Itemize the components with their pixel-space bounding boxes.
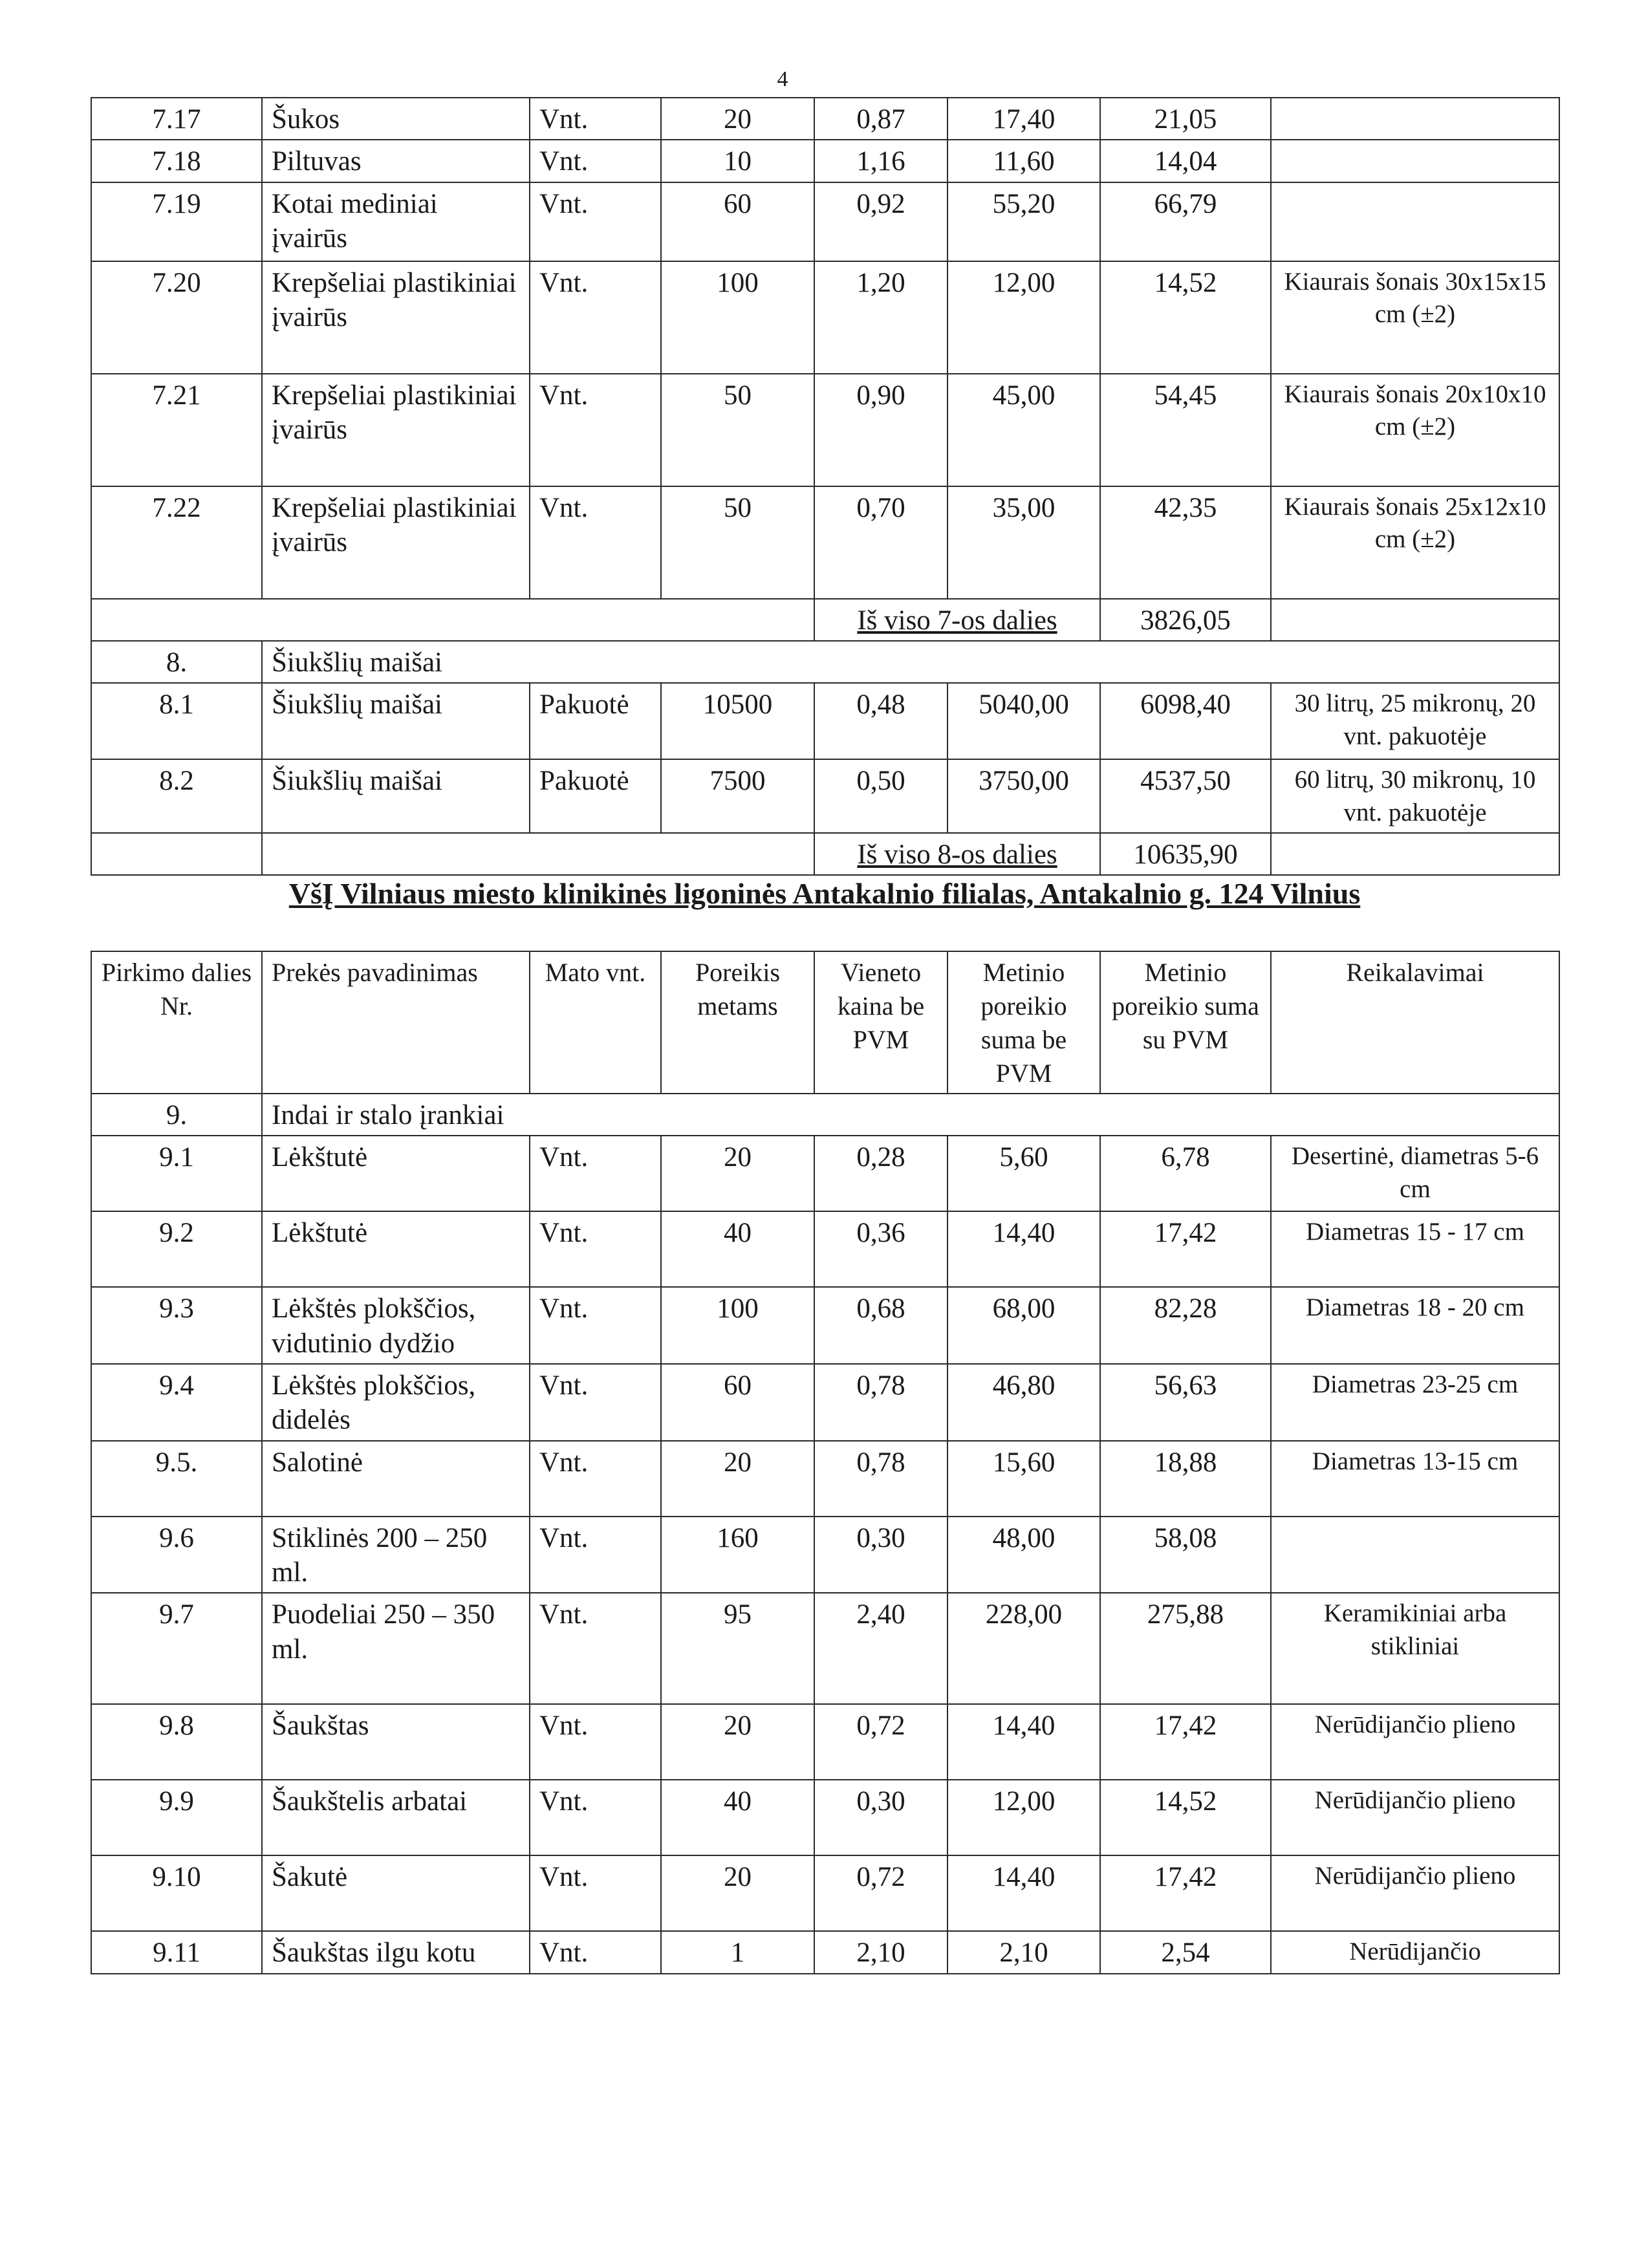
quantity: 20 — [661, 1136, 814, 1211]
unit: Vnt. — [530, 1211, 661, 1287]
item-name: Krepšeliai plastikiniai įvairūs — [262, 486, 530, 599]
quantity: 10500 — [661, 683, 814, 759]
subtotal-row — [91, 599, 1559, 641]
item-name: Šiukšlių maišai — [262, 759, 530, 832]
row-nr: 7.18 — [91, 140, 262, 182]
item-name: Piltuvas — [262, 140, 530, 182]
unit-price: 0,87 — [814, 98, 947, 140]
unit: Vnt. — [530, 140, 661, 182]
unit: Vnt. — [530, 1855, 661, 1931]
requirements: Keramikiniai arba stikliniai — [1271, 1593, 1559, 1704]
sum-without-vat: 14,40 — [947, 1855, 1100, 1931]
header-requirements: Reikalavimai — [1271, 951, 1559, 1094]
table-row — [91, 1211, 1559, 1287]
unit: Vnt. — [530, 1517, 661, 1593]
section-nr: 8. — [91, 641, 262, 683]
row-nr: 9.6 — [91, 1517, 262, 1593]
requirements: Diametras 13-15 cm — [1271, 1441, 1559, 1517]
table-row — [91, 140, 1559, 182]
unit-price: 0,90 — [814, 374, 947, 486]
unit: Vnt. — [530, 1136, 661, 1211]
unit: Vnt. — [530, 182, 661, 261]
unit-price: 0,30 — [814, 1780, 947, 1855]
table-row — [91, 374, 1559, 486]
table-row — [91, 1704, 1559, 1780]
sum-without-vat: 46,80 — [947, 1364, 1100, 1441]
row-nr: 7.20 — [91, 261, 262, 374]
unit-price: 0,48 — [814, 683, 947, 759]
header-qty: Poreikis metams — [661, 951, 814, 1094]
sum-without-vat: 228,00 — [947, 1593, 1100, 1704]
sum-with-vat: 2,54 — [1100, 1931, 1271, 1973]
row-nr: 7.21 — [91, 374, 262, 486]
item-name: Salotinė — [262, 1441, 530, 1517]
section-nr: 9. — [91, 1094, 262, 1136]
requirements: Desertinė, diametras 5-6 cm — [1271, 1136, 1559, 1211]
procurement-table-bottom — [91, 951, 1560, 1974]
sum-without-vat: 14,40 — [947, 1211, 1100, 1287]
unit: Vnt. — [530, 98, 661, 140]
quantity: 100 — [661, 261, 814, 374]
unit: Vnt. — [530, 1364, 661, 1441]
header-sum-no-vat: Metinio poreikio suma be PVM — [947, 951, 1100, 1094]
subtotal-label: Iš viso 7-os dalies — [814, 599, 1100, 641]
quantity: 50 — [661, 486, 814, 599]
section-row — [91, 1094, 1559, 1136]
quantity: 60 — [661, 1364, 814, 1441]
row-nr: 7.17 — [91, 98, 262, 140]
subtotal-value: 10635,90 — [1100, 833, 1271, 875]
table-row — [91, 486, 1559, 599]
item-name: Šaukštelis arbatai — [262, 1780, 530, 1855]
unit: Vnt. — [530, 1704, 661, 1780]
unit-price: 0,92 — [814, 182, 947, 261]
unit: Vnt. — [530, 1780, 661, 1855]
sum-with-vat: 42,35 — [1100, 486, 1271, 599]
header-sum-vat: Metinio poreikio suma su PVM — [1100, 951, 1271, 1094]
page-number: 4 — [777, 67, 788, 91]
quantity: 20 — [661, 98, 814, 140]
sum-with-vat: 54,45 — [1100, 374, 1271, 486]
sum-with-vat: 14,04 — [1100, 140, 1271, 182]
unit: Vnt. — [530, 1287, 661, 1364]
requirements — [1271, 182, 1559, 261]
quantity: 100 — [661, 1287, 814, 1364]
section-title: Indai ir stalo įrankiai — [262, 1094, 1559, 1136]
sum-without-vat: 11,60 — [947, 140, 1100, 182]
unit: Vnt. — [530, 1441, 661, 1517]
table-row — [91, 1780, 1559, 1855]
unit: Vnt. — [530, 1931, 661, 1973]
header-price: Vieneto kaina be PVM — [814, 951, 947, 1094]
sum-without-vat: 2,10 — [947, 1931, 1100, 1973]
sum-without-vat: 35,00 — [947, 486, 1100, 599]
subtotal-label: Iš viso 8-os dalies — [814, 833, 1100, 875]
sum-with-vat: 4537,50 — [1100, 759, 1271, 832]
unit-price: 0,78 — [814, 1364, 947, 1441]
table-row — [91, 1593, 1559, 1704]
quantity: 20 — [661, 1441, 814, 1517]
header-unit: Mato vnt. — [530, 951, 661, 1094]
header-name: Prekės pavadinimas — [262, 951, 530, 1094]
sum-with-vat: 275,88 — [1100, 1593, 1271, 1704]
table-row — [91, 1136, 1559, 1211]
subtotal-row — [91, 833, 1559, 875]
item-name: Kotai mediniai įvairūs — [262, 182, 530, 261]
procurement-table-top — [91, 97, 1560, 876]
table-row — [91, 759, 1559, 832]
row-nr: 9.4 — [91, 1364, 262, 1441]
sum-with-vat: 17,42 — [1100, 1704, 1271, 1780]
requirements: Kiaurais šonais 20x10x10 cm (±2) — [1271, 374, 1559, 486]
unit-price: 2,10 — [814, 1931, 947, 1973]
quantity: 95 — [661, 1593, 814, 1704]
quantity: 50 — [661, 374, 814, 486]
requirements: Kiaurais šonais 30x15x15 cm (±2) — [1271, 261, 1559, 374]
row-nr: 9.10 — [91, 1855, 262, 1931]
requirements — [1271, 140, 1559, 182]
item-name: Stiklinės 200 – 250 ml. — [262, 1517, 530, 1593]
requirements: Nerūdijančio plieno — [1271, 1855, 1559, 1931]
sum-with-vat: 14,52 — [1100, 1780, 1271, 1855]
requirements — [1271, 98, 1559, 140]
row-nr: 9.7 — [91, 1593, 262, 1704]
table-row — [91, 1287, 1559, 1364]
header-row — [91, 951, 1559, 1094]
unit-price: 0,28 — [814, 1136, 947, 1211]
sum-with-vat: 17,42 — [1100, 1211, 1271, 1287]
requirements: Diametras 18 - 20 cm — [1271, 1287, 1559, 1364]
unit-price: 1,16 — [814, 140, 947, 182]
unit-price: 0,70 — [814, 486, 947, 599]
section-title: Šiukšlių maišai — [262, 641, 1559, 683]
sum-without-vat: 17,40 — [947, 98, 1100, 140]
subtotal-spacer — [91, 599, 814, 641]
table-row — [91, 182, 1559, 261]
table-row — [91, 683, 1559, 759]
item-name: Šiukšlių maišai — [262, 683, 530, 759]
quantity: 20 — [661, 1855, 814, 1931]
table-row — [91, 1517, 1559, 1593]
quantity: 20 — [661, 1704, 814, 1780]
unit-price: 0,78 — [814, 1441, 947, 1517]
item-name: Krepšeliai plastikiniai įvairūs — [262, 374, 530, 486]
sum-with-vat: 58,08 — [1100, 1517, 1271, 1593]
quantity: 60 — [661, 182, 814, 261]
sum-with-vat: 21,05 — [1100, 98, 1271, 140]
unit: Vnt. — [530, 486, 661, 599]
sum-without-vat: 3750,00 — [947, 759, 1100, 832]
table-row — [91, 1364, 1559, 1441]
requirements: 60 litrų, 30 mikronų, 10 vnt. pakuotėje — [1271, 759, 1559, 832]
item-name: Lėkštės plokščios, vidutinio dydžio — [262, 1287, 530, 1364]
requirements: 30 litrų, 25 mikronų, 20 vnt. pakuotėje — [1271, 683, 1559, 759]
subtotal-value: 3826,05 — [1100, 599, 1271, 641]
sum-without-vat: 48,00 — [947, 1517, 1100, 1593]
sum-without-vat: 12,00 — [947, 261, 1100, 374]
sum-with-vat: 6098,40 — [1100, 683, 1271, 759]
unit-price: 0,36 — [814, 1211, 947, 1287]
subtotal-empty — [1271, 833, 1559, 875]
quantity: 40 — [661, 1780, 814, 1855]
table-row — [91, 1441, 1559, 1517]
header-nr: Pirkimo dalies Nr. — [91, 951, 262, 1094]
sum-with-vat: 82,28 — [1100, 1287, 1271, 1364]
unit: Pakuotė — [530, 759, 661, 832]
requirements: Nerūdijančio plieno — [1271, 1704, 1559, 1780]
unit-price: 0,72 — [814, 1855, 947, 1931]
item-name: Šukos — [262, 98, 530, 140]
row-nr: 9.8 — [91, 1704, 262, 1780]
sum-without-vat: 45,00 — [947, 374, 1100, 486]
requirements: Diametras 15 - 17 cm — [1271, 1211, 1559, 1287]
quantity: 160 — [661, 1517, 814, 1593]
section-row — [91, 641, 1559, 683]
unit: Pakuotė — [530, 683, 661, 759]
sum-without-vat: 55,20 — [947, 182, 1100, 261]
sum-without-vat: 68,00 — [947, 1287, 1100, 1364]
quantity: 1 — [661, 1931, 814, 1973]
sum-with-vat: 66,79 — [1100, 182, 1271, 261]
table-row — [91, 1931, 1559, 1973]
unit: Vnt. — [530, 1593, 661, 1704]
quantity: 10 — [661, 140, 814, 182]
unit-price: 2,40 — [814, 1593, 947, 1704]
unit-price: 0,72 — [814, 1704, 947, 1780]
sum-without-vat: 5,60 — [947, 1136, 1100, 1211]
requirements: Kiaurais šonais 25x12x10 cm (±2) — [1271, 486, 1559, 599]
unit-price: 0,68 — [814, 1287, 947, 1364]
subtotal-spacer — [262, 833, 814, 875]
unit: Vnt. — [530, 374, 661, 486]
quantity: 40 — [661, 1211, 814, 1287]
subtotal-spacer — [91, 833, 262, 875]
item-name: Šakutė — [262, 1855, 530, 1931]
unit-price: 0,30 — [814, 1517, 947, 1593]
requirements: Nerūdijančio plieno — [1271, 1780, 1559, 1855]
item-name: Puodeliai 250 – 350 ml. — [262, 1593, 530, 1704]
row-nr: 8.2 — [91, 759, 262, 832]
row-nr: 7.19 — [91, 182, 262, 261]
sum-with-vat: 14,52 — [1100, 261, 1271, 374]
requirements — [1271, 1517, 1559, 1593]
row-nr: 9.1 — [91, 1136, 262, 1211]
item-name: Šaukštas ilgu kotu — [262, 1931, 530, 1973]
sum-with-vat: 56,63 — [1100, 1364, 1271, 1441]
item-name: Lėkštės plokščios, didelės — [262, 1364, 530, 1441]
unit-price: 1,20 — [814, 261, 947, 374]
table-row — [91, 261, 1559, 374]
sum-without-vat: 15,60 — [947, 1441, 1100, 1517]
sum-without-vat: 5040,00 — [947, 683, 1100, 759]
sum-with-vat: 18,88 — [1100, 1441, 1271, 1517]
table-row — [91, 98, 1559, 140]
table-row — [91, 1855, 1559, 1931]
requirements: Nerūdijančio — [1271, 1931, 1559, 1973]
item-name: Šaukštas — [262, 1704, 530, 1780]
item-name: Lėkštutė — [262, 1211, 530, 1287]
unit-price: 0,50 — [814, 759, 947, 832]
row-nr: 9.5. — [91, 1441, 262, 1517]
row-nr: 9.9 — [91, 1780, 262, 1855]
sum-without-vat: 14,40 — [947, 1704, 1100, 1780]
unit: Vnt. — [530, 261, 661, 374]
requirements: Diametras 23-25 cm — [1271, 1364, 1559, 1441]
sum-with-vat: 6,78 — [1100, 1136, 1271, 1211]
sum-with-vat: 17,42 — [1100, 1855, 1271, 1931]
sum-without-vat: 12,00 — [947, 1780, 1100, 1855]
row-nr: 9.3 — [91, 1287, 262, 1364]
row-nr: 9.11 — [91, 1931, 262, 1973]
row-nr: 9.2 — [91, 1211, 262, 1287]
item-name: Krepšeliai plastikiniai įvairūs — [262, 261, 530, 374]
row-nr: 8.1 — [91, 683, 262, 759]
hospital-section-heading: VšĮ Vilniaus miesto klinikinės ligoninės Antakalnio filialas, Antakalnio g. 124 Vilnius — [288, 877, 1361, 910]
subtotal-empty — [1271, 599, 1559, 641]
row-nr: 7.22 — [91, 486, 262, 599]
item-name: Lėkštutė — [262, 1136, 530, 1211]
quantity: 7500 — [661, 759, 814, 832]
